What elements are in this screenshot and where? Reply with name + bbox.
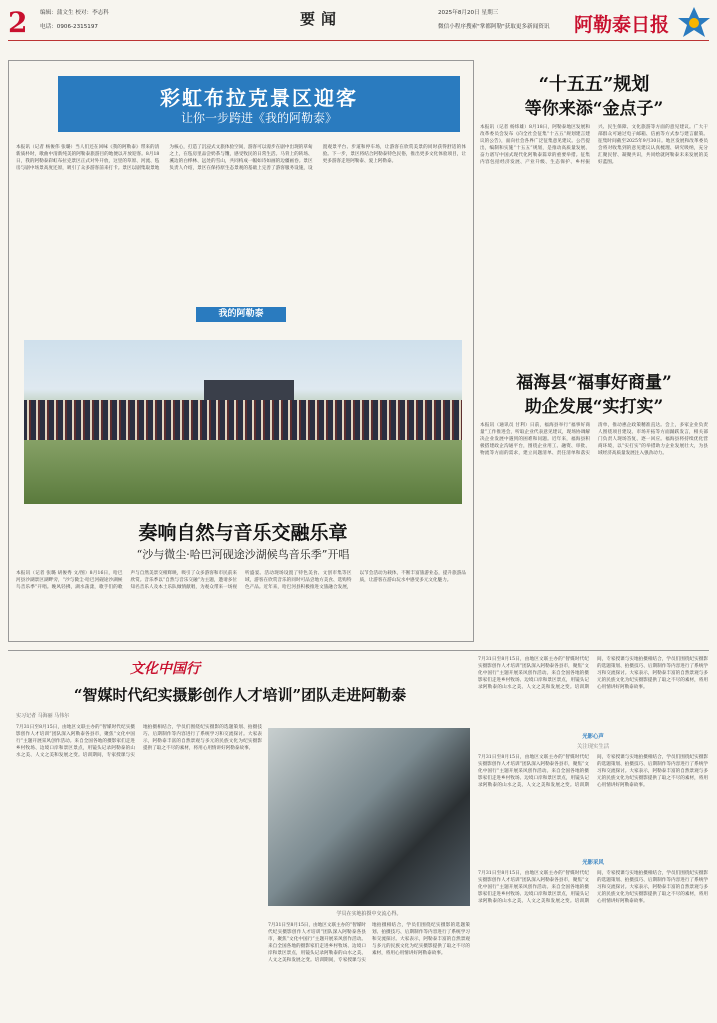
article4-title: 奏响自然与音乐交融乐章 <box>138 522 348 544</box>
culture-column-title: 文化中国行 <box>130 661 200 677</box>
article5-byline: 实习记者 马海丽 马伟尔 <box>16 713 70 719</box>
article2-body: 本报讯（记者 杨炜雄）8月18日，阿勒泰地区发展和改革委员会发布《向全社会征集“十五五”规划建言建议的公告》，面向社会各界广泛征集意见建议。公告提出，编制和实施“十五五”规划，是推动高质量发展、奋力谱写中国式现代化阿勒泰篇章的重要举措。征集内容包括经济发展、产业升级、生态保护、乡村振兴、民生保障、文化旅游等方面的意见建议。广大干部群众可通过电子邮箱、信函等方式参与建言献策。征集时间截至2025年9月30日。地区发展和改革委员会将对收集到的意见建议认真梳理、研究吸纳，充分汇聚民智、凝聚共识，共同绘就阿勒泰未来发展的美好蓝图。 <box>480 125 708 166</box>
article4-subtitle: “沙与微尘·哈巴河砚途沙湖候鸟音乐季”开唱 <box>136 548 350 561</box>
article5-body-cont: 7月31日至8月15日，由地区文联主办的“智媒时代纪实摄影创作人才培训”团队深入阿勒泰各县市，聚焦“文化中国行”主题开展采风创作活动。来自全国各地的摄影家们走进乡村牧场、边境口岸和景区景点，用镜头记录阿勒泰的山水之美、人文之美和发展之变。培训期间，专家授课与实地拍摄相结合，学员们围绕纪实摄影的选题策划、拍摄技巧、后期制作等内容进行了系统学习和交流探讨。大家表示，阿勒泰丰富的自然景观与多元的民族文化为纪实摄影提供了取之不尽的素材，将用心用情讲好阿勒泰故事。 <box>268 923 470 964</box>
concert-photo <box>24 340 462 504</box>
mid-rule <box>8 650 709 651</box>
article5-right-mid: 7月31日至8月15日，由地区文联主办的“智媒时代纪实摄影创作人才培训”团队深入阿勒泰各县市，聚焦“文化中国行”主题开展采风创作活动。来自全国各地的摄影家们走进乡村牧场、边境口岸和景区景点，用镜头记录阿勒泰的山水之美、人文之美和发展之变。培训期间，专家授课与实地拍摄相结合，学员们围绕纪实摄影的选题策划、拍摄技巧、后期制作等内容进行了系统学习和交流探讨。大家表示，阿勒泰丰富的自然景观与多元的民族文化为纪实摄影提供了取之不尽的素材，将用心用情讲好阿勒泰故事。 <box>478 755 708 789</box>
photo-band: 我的阿勒泰 <box>196 307 286 322</box>
wechat-line: 微信小程序搜索"掌都阿勒"获取更多新闻资讯 <box>438 24 550 30</box>
header-rule <box>8 40 709 41</box>
page-number: 2 <box>8 6 28 39</box>
subhead-1: 光影心声 <box>582 734 604 740</box>
section-title: 要闻 <box>300 10 343 28</box>
article2-title2: 等你来添“金点子” <box>524 99 664 119</box>
article4-body: 本报讯（记者 张璐 胡俊秀 文/图）8月16日，哈巴河县沙湖景区湖畔旁，“沙与微尘·哈巴河砚途沙湖候鸟音乐季”开唱。晚风轻拂，湖水荡漾，歌手们的歌声与自然美景交相辉映，吸引了众多游客和市民前来欣赏。音乐季以“自然与音乐交融”为主题，邀请多位知名音乐人及本土乐队倾情献唱，为观众带来一场视听盛宴。活动现场设置了特色美食、文创市集等区域，游客在欣赏音乐的同时可品尝地方美食、选购特色产品。近年来，哈巴河县积极推进文旅融合发展，以节会活动为载体，不断丰富旅游业态，提升旅游品质，让游客在游山玩水中感受多元文化魅力。 <box>16 571 466 591</box>
phone-line: 电话：0906-2315197 <box>40 24 98 30</box>
subhead-2: 关注现实生活 <box>576 744 610 750</box>
photo-caption: 学员在实地拍摄中交流心得。 <box>336 911 402 917</box>
article1-banner <box>58 76 460 132</box>
subhead-3: 光影采风 <box>582 860 604 866</box>
article3-title: 福海县“福事好商量” <box>516 373 672 393</box>
crowd-shape <box>24 400 462 440</box>
article3-body: 本报讯（通讯员 甘利）日前，福海县举行“福事好商量”工作推进会，听取企业代表意见建议，现场协调解决企业发展中遇到的困难和问题。近年来，福海县积极搭建政企沟通平台，围绕企业用工、融资、审批、物流等方面的需求，建立问题清单、责任清单和落实清单，推动惠企政策精准直达。会上，多家企业负责人围绕项目建设、市场开拓等方面踊跃发言，相关部门负责人现场答复、逐一回应。福海县将持续优化营商环境，以“实打实”的举措助力企业发展壮大，为县域经济高质量发展注入强劲动力。 <box>480 423 708 457</box>
date-line: 2025年8月20日 星期三 <box>438 10 499 16</box>
editor-line: 编辑：蒲文生 校对：李志科 <box>40 10 109 16</box>
photographer-photo <box>268 728 470 906</box>
article5-title: “智媒时代纪实摄影创作人才培训”团队走进阿勒泰 <box>73 686 407 704</box>
article5-right-top: 7月31日至8月15日，由地区文联主办的“智媒时代纪实摄影创作人才培训”团队深入阿勒泰各县市，聚焦“文化中国行”主题开展采风创作活动。来自全国各地的摄影家们走进乡村牧场、边境口岸和景区景点，用镜头记录阿勒泰的山水之美、人文之美和发展之变。培训期间，专家授课与实地拍摄相结合，学员们围绕纪实摄影的选题策划、拍摄技巧、后期制作等内容进行了系统学习和交流探讨。大家表示，阿勒泰丰富的自然景观与多元的民族文化为纪实摄影提供了取之不尽的素材，将用心用情讲好阿勒泰故事。 <box>478 657 708 691</box>
logo-star-icon <box>677 6 711 40</box>
paper-logo: 阿勒泰日报 <box>573 14 669 36</box>
article1-body: 本报讯（记者 杨俊伟 张璐）当人们还在回味《我的阿勒泰》带来的清新质朴时，歌曲中清新纯美的阿勒泰旅游目的地便以开放迎客。8月18日，我的阿勒泰彩虹布拉克景区正式对外开放，这里的草原、河流、毡房与剧中场景高度还原，吸引了众多游客前来打卡。景区以剧集取景地为核心，打造了沉浸式文旅体验空间，游客可以漫步在剧中出现的草甸之上，在毡房里品尝奶茶与馕，感受牧民的日常生活。马背上的转场、溪边的白桦林、远处的雪山，共同构成一幅如诗如画的边疆画卷。景区负责人介绍，景区在保持原生态景观的基础上完善了游客服务设施，设置观景平台、步道和停车场，让游客在欣赏美景的同时获得舒适的体验。下一步，景区将结合阿勒泰特色民俗，推出更多文化体验项目，让更多游客走进阿勒泰、爱上阿勒泰。 <box>16 145 466 172</box>
article1-subtitle: 让你一步跨进《我的阿勒泰》 <box>180 111 337 125</box>
article2-title: “十五五”规划 <box>538 74 650 95</box>
article5-right-bottom: 7月31日至8月15日，由地区文联主办的“智媒时代纪实摄影创作人才培训”团队深入阿勒泰各县市，聚焦“文化中国行”主题开展采风创作活动。来自全国各地的摄影家们走进乡村牧场、边境口岸和景区景点，用镜头记录阿勒泰的山水之美、人文之美和发展之变。培训期间，专家授课与实地拍摄相结合，学员们围绕纪实摄影的选题策划、拍摄技巧、后期制作等内容进行了系统学习和交流探讨。大家表示，阿勒泰丰富的自然景观与多元的民族文化为纪实摄影提供了取之不尽的素材，将用心用情讲好阿勒泰故事。 <box>478 871 708 905</box>
article5-body: 7月31日至8月15日，由地区文联主办的“智媒时代纪实摄影创作人才培训”团队深入阿勒泰各县市，聚焦“文化中国行”主题开展采风创作活动。来自全国各地的摄影家们走进乡村牧场、边境口岸和景区景点，用镜头记录阿勒泰的山水之美、人文之美和发展之变。培训期间，专家授课与实地拍摄相结合，学员们围绕纪实摄影的选题策划、拍摄技巧、后期制作等内容进行了系统学习和交流探讨。大家表示，阿勒泰丰富的自然景观与多元的民族文化为纪实摄影提供了取之不尽的素材，将用心用情讲好阿勒泰故事。 <box>16 725 262 759</box>
article1-title: 彩虹布拉克景区迎客 <box>160 86 358 110</box>
article3-title2: 助企发展“实打实” <box>524 397 664 417</box>
